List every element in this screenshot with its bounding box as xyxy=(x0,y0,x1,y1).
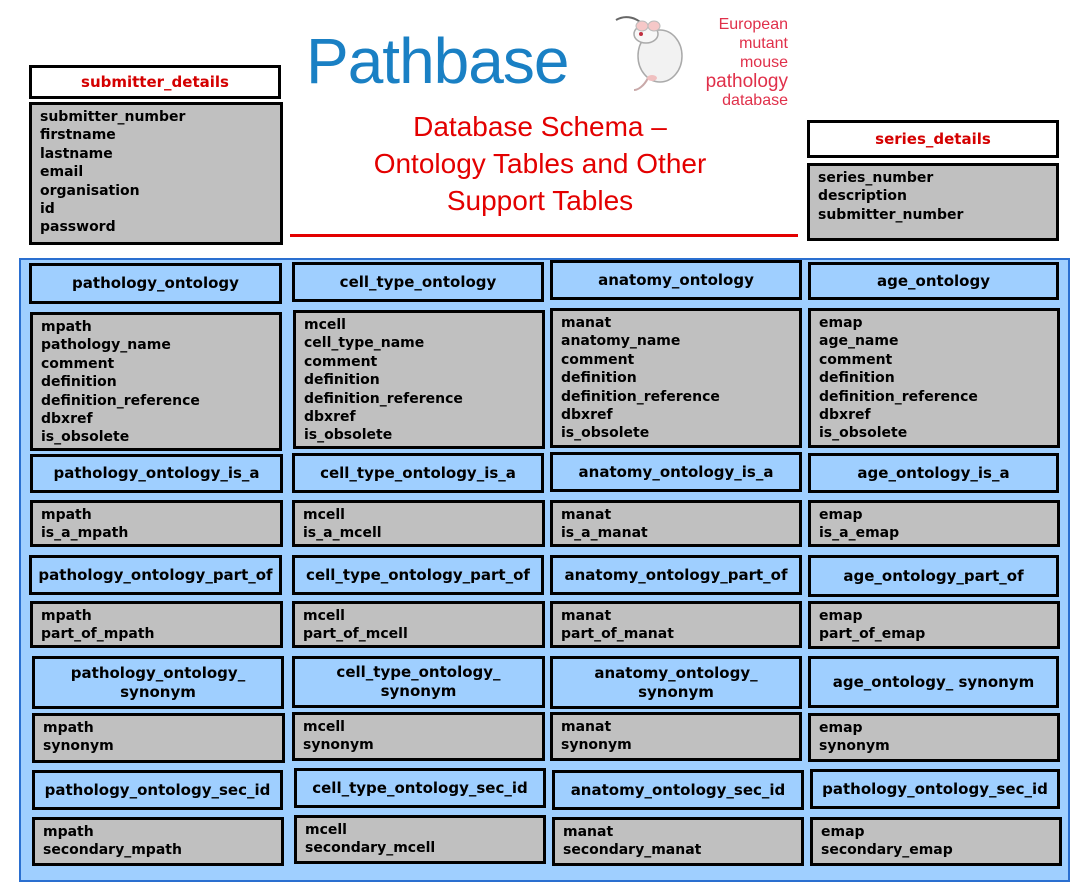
anatomy-ontology-synonym-header xyxy=(550,656,802,709)
field: is_obsolete xyxy=(561,425,650,442)
cell-type-ontology-part-of-fields xyxy=(292,601,545,648)
field: submitter_number xyxy=(818,206,964,223)
field: secondary_mpath xyxy=(43,842,182,859)
field: dbxref xyxy=(41,411,93,428)
table-name: submitter_details xyxy=(81,73,229,91)
field: comment xyxy=(561,351,635,368)
logo-subtitle xyxy=(688,15,788,110)
field: is_obsolete xyxy=(304,427,393,444)
field: manat xyxy=(563,824,614,840)
age-ontology-part-of-header xyxy=(808,555,1059,597)
table-name: cell_type_ontology_part_of xyxy=(306,565,530,584)
table-name: anatomy_ontology_part_of xyxy=(564,565,788,584)
field: mcell xyxy=(303,608,345,624)
age-ontology-part-of-fields xyxy=(808,601,1060,649)
title-line: Ontology Tables and Other xyxy=(373,148,707,179)
field: email xyxy=(40,164,84,181)
field: mcell xyxy=(303,507,345,523)
field: id xyxy=(40,201,55,218)
anatomy-ontology-part-of-header xyxy=(550,555,802,595)
field: mpath xyxy=(41,507,92,523)
anatomy-ontology-synonym-fields xyxy=(550,712,802,761)
field: password xyxy=(40,219,116,236)
field: secondary_manat xyxy=(563,842,702,859)
table-name: anatomy_ontology_is_a xyxy=(578,462,774,481)
cell-type-ontology-synonym-fields xyxy=(292,712,545,761)
cell-type-ontology-part-of-header xyxy=(292,555,544,595)
cell-type-ontology-synonym-header xyxy=(292,656,545,708)
age-ontology-is-a-fields xyxy=(808,500,1060,547)
field: secondary_emap xyxy=(821,842,953,859)
age-ontology-synonym-header xyxy=(808,656,1059,708)
field: anatomy_name xyxy=(561,333,681,350)
age-ontology-synonym-fields xyxy=(808,713,1060,762)
field: definition xyxy=(304,372,380,389)
mouse-icon xyxy=(608,12,688,92)
field: emap xyxy=(819,315,863,331)
field: manat xyxy=(561,719,612,735)
table-name: anatomy_ontology xyxy=(598,270,754,289)
table-name: cell_type_ontology xyxy=(339,272,497,291)
submitter-details-fields xyxy=(29,102,283,245)
anatomy-ontology-fields xyxy=(550,308,802,448)
logo-subtitle-line: mouse xyxy=(739,54,788,71)
anatomy-ontology-is-a-fields xyxy=(550,500,802,547)
field: part_of_manat xyxy=(561,626,674,643)
field: definition_reference xyxy=(41,392,200,409)
table-name: age_ontology_part_of xyxy=(843,566,1024,585)
field: dbxref xyxy=(819,407,871,424)
field: synonym xyxy=(819,738,890,755)
table-name: age_ontology xyxy=(877,271,990,290)
pathology-ontology-sec-id-header xyxy=(32,770,283,810)
field: lastname xyxy=(40,145,113,162)
field: definition xyxy=(561,370,637,387)
field: mpath xyxy=(41,608,92,624)
logo-wordmark: Pathbase xyxy=(306,25,569,97)
field: mpath xyxy=(43,824,94,840)
emap-sec-id-fields xyxy=(810,817,1062,866)
cell-type-ontology-header xyxy=(292,262,544,302)
table-name: cell_type_ontology_is_a xyxy=(320,463,516,482)
field: is_a_mpath xyxy=(41,525,129,542)
field: is_a_emap xyxy=(819,525,900,542)
field: definition xyxy=(819,370,895,387)
field: definition_reference xyxy=(561,388,720,405)
field: description xyxy=(818,188,907,205)
field: synonym xyxy=(561,737,632,754)
field: firstname xyxy=(40,127,116,144)
title-underline xyxy=(290,234,798,237)
title-line: Database Schema – xyxy=(413,111,667,142)
submitter-details-header xyxy=(29,65,281,99)
anatomy-ontology-is-a-header xyxy=(550,452,802,492)
field: is_obsolete xyxy=(819,425,908,442)
anatomy-ontology-header xyxy=(550,260,802,300)
table-name: cell_type_ontology_ synonym xyxy=(336,663,501,700)
age-ontology-is-a-header xyxy=(808,453,1059,493)
table-name: cell_type_ontology_sec_id xyxy=(312,778,528,797)
pathology-ontology-part-of-fields xyxy=(30,601,283,648)
age-ontology-header xyxy=(808,262,1059,300)
field: part_of_mpath xyxy=(41,626,155,643)
cell-type-ontology-sec-id-fields xyxy=(294,815,546,864)
pathology-ontology-header xyxy=(29,263,282,304)
pathology-ontology-part-of-header xyxy=(29,555,282,595)
field: mcell xyxy=(303,719,345,735)
field: manat xyxy=(561,315,612,331)
anatomy-ontology-sec-id-header xyxy=(552,770,804,810)
field: dbxref xyxy=(304,409,356,426)
field: manat xyxy=(561,507,612,523)
field: synonym xyxy=(43,738,114,755)
cell-type-ontology-fields xyxy=(293,310,545,449)
field: is_a_manat xyxy=(561,525,648,542)
field: dbxref xyxy=(561,407,613,424)
field: comment xyxy=(41,355,115,372)
table-name: pathology_ontology xyxy=(72,274,239,292)
field: series_number xyxy=(818,170,934,186)
table-name: pathology_ontology_sec_id xyxy=(822,779,1048,798)
pathology-ontology-is-a-fields xyxy=(30,500,283,547)
logo-subtitle-line: European xyxy=(718,16,788,33)
field: comment xyxy=(819,351,893,368)
field: secondary_mcell xyxy=(305,840,436,857)
table-name: pathology_ontology_is_a xyxy=(53,464,260,482)
field: mpath xyxy=(41,319,92,335)
field: emap xyxy=(819,608,863,624)
field: pathology_name xyxy=(41,337,171,354)
anatomy-ontology-sec-id-fields xyxy=(552,817,804,866)
age-ontology-fields xyxy=(808,308,1060,448)
field: cell_type_name xyxy=(304,335,425,352)
table-name: anatomy_ontology_ synonym xyxy=(594,663,758,701)
field: mcell xyxy=(305,822,347,838)
field: part_of_mcell xyxy=(303,626,408,643)
pathbase-logo xyxy=(300,10,800,110)
table-name: age_ontology_ synonym xyxy=(832,672,1035,691)
pathology-ontology-synonym-header xyxy=(32,656,284,709)
cell-type-ontology-is-a-fields xyxy=(292,500,545,547)
cell-type-ontology-is-a-header xyxy=(292,453,544,493)
title-line: Support Tables xyxy=(446,185,634,216)
field: manat xyxy=(561,608,612,624)
field: submitter_number xyxy=(40,109,186,125)
cell-type-ontology-sec-id-header xyxy=(294,768,546,808)
table-name: pathology_ontology_sec_id xyxy=(44,780,271,799)
table-name: pathology_ontology_ synonym xyxy=(70,663,246,701)
field: emap xyxy=(819,720,863,736)
table-name: pathology_ontology_part_of xyxy=(38,565,273,584)
field: mcell xyxy=(304,317,346,333)
logo-subtitle-line: pathology xyxy=(705,71,788,92)
emap-sec-id-header xyxy=(810,769,1060,809)
field: definition xyxy=(41,374,117,391)
field: emap xyxy=(821,824,865,840)
pathology-ontology-fields xyxy=(30,312,282,451)
anatomy-ontology-part-of-fields xyxy=(550,601,802,648)
table-name: series_details xyxy=(875,130,991,148)
field: is_a_mcell xyxy=(303,525,382,542)
pathology-ontology-sec-id-fields xyxy=(32,817,284,866)
pathology-ontology-synonym-fields xyxy=(32,713,285,763)
field: comment xyxy=(304,353,378,370)
field: definition_reference xyxy=(819,388,978,405)
table-name: anatomy_ontology_sec_id xyxy=(570,780,786,799)
table-name: age_ontology_is_a xyxy=(857,463,1010,482)
field: organisation xyxy=(40,182,140,199)
page-title xyxy=(300,108,780,219)
logo-subtitle-line: database xyxy=(722,92,788,109)
series-details-fields xyxy=(807,163,1059,241)
field: age_name xyxy=(819,333,899,350)
pathology-ontology-is-a-header xyxy=(30,454,283,493)
field: mpath xyxy=(43,720,94,736)
series-details-header xyxy=(807,120,1059,158)
field: emap xyxy=(819,507,863,523)
field: part_of_emap xyxy=(819,626,926,643)
field: is_obsolete xyxy=(41,429,130,446)
field: definition_reference xyxy=(304,390,463,407)
logo-subtitle-line: mutant xyxy=(739,35,788,52)
field: synonym xyxy=(303,737,374,754)
